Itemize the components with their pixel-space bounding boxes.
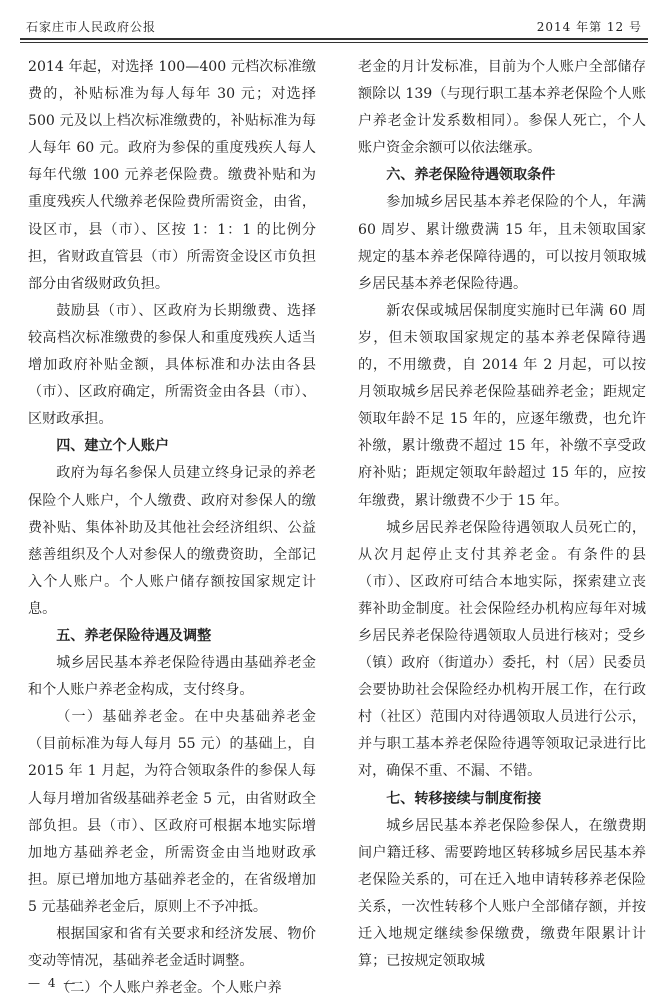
paragraph: 政府为每名参保人员建立终身记录的养老保险个人账户，个人缴费、政府对参保人的缴费补贴、集体补助及其他社会经济组织、公益慈善组织及个人对参保人的缴费资助，全部记入个人账户。个人账户储存额按国家规定计息。 bbox=[28, 465, 316, 617]
section-heading: 七、转移接续与制度衔接 bbox=[386, 790, 542, 807]
paragraph: 根据国家和省有关要求和经济发展、物价变动等情况，基础养老金适时调整。 bbox=[28, 926, 316, 970]
paragraph: 鼓励县（市）、区政府为长期缴费、选择较高档次标准缴费的参保人和重度残疾人适当增加政府补贴金额，具体标准和办法由各县（市）、区政府确定，所需资金由各县（市）、区财政承担。 bbox=[28, 302, 316, 428]
paragraph: 参加城乡居民基本养老保险的个人，年满 60 周岁、累计缴费满 15 年，且未领取国家规定的基本养老保障待遇的，可以按月领取城乡居民基本养老保险待遇。 bbox=[358, 194, 646, 292]
paragraph: （二）个人账户养老金。个人账户养 bbox=[56, 980, 282, 997]
paragraph: （一）基础养老金。在中央基础养老金（目前标准为每人每月 55 元）的基础上，自 2015 年 1 月起，为符合领取条件的参保人每人每月增加省级基础养老金 5 元，由省财政全部负担。县（市）、区政府可根据本地实际增加地方基础养老金，所需资金由当地财政承担。原已增加地方基础养老金的，在省级增加 5 元基础养老金后，原则上不予冲抵。 bbox=[28, 709, 316, 915]
paragraph: 新农保或城居保制度实施时已年满 60 周岁，但未领取国家规定的基本养老保障待遇的，不用缴费，自 2014 年 2 月起，可以按月领取城乡居民养老保险基础养老金；距规定领取年龄不足 15 年的，应逐年缴费，也允许补缴，累计缴费不超过 15 年，补缴不享受政府补贴；距规定领取年龄超过 15 年的，应按年缴费，累计缴费不少于 15 年。 bbox=[358, 302, 646, 509]
paragraph: 城乡居民基本养老保险参保人，在缴费期间户籍迁移、需要跨地区转移城乡居民基本养老保险关系的，可在迁入地申请转移养老保险关系，一次性转移个人账户全部储存额，并按迁入地规定继续参保缴费，缴费年限累计计算；已按规定领取城 bbox=[358, 817, 646, 970]
section-heading: 四、建立个人账户 bbox=[56, 438, 169, 455]
publication-title: 石家庄市人民政府公报 bbox=[26, 20, 157, 34]
paragraph: 城乡居民基本养老保险待遇由基础养老金和个人账户养老金构成，支付终身。 bbox=[28, 655, 316, 699]
left-column bbox=[28, 54, 316, 1002]
right-column bbox=[358, 54, 646, 975]
page-number: — 4 — bbox=[28, 976, 78, 990]
section-heading: 五、养老保险待遇及调整 bbox=[56, 627, 212, 644]
section-heading: 六、养老保险待遇领取条件 bbox=[386, 167, 556, 184]
issue-number: 2014 年第 12 号 bbox=[536, 20, 642, 34]
header-rule-thick bbox=[20, 38, 648, 40]
paragraph: 城乡居民养老保险待遇领取人员死亡的，从次月起停止支付其养老金。有条件的县（市）、区政府可结合本地实际，探索建立丧葬补助金制度。社会保险经办机构应每年对城乡居民养老保险待遇领取人员进行核对；受乡（镇）政府（街道办）委托，村（居）民委员会要协助社会保险经办机构开展工作，在行政村（社区）范围内对待遇领取人员进行公示，并与职工基本养老保险待遇等领取记录进行比对，确保不重、不漏、不错。 bbox=[358, 519, 646, 780]
page-header bbox=[20, 14, 648, 40]
paragraph: 2014 年起，对选择 100—400 元档次标准缴费的，补贴标准为每人每年 30 元；对选择 500 元及以上档次标准缴费的，补贴标准为每人每年 60 元。政府为参保的重度残疾人每人每年代缴 100 元养老保险费。缴费补贴和为重度残疾人代缴养老保险费所需资金，由省，设区市，县（市）、区按 1：1：1 的比例分担，省财政直管县（市）所需资金设区市负担部分由省级财政负担。 bbox=[28, 59, 316, 292]
header-rule-thin bbox=[20, 42, 648, 43]
paragraph: 老金的月计发标准，目前为个人账户全部储存额除以 139（与现行职工基本养老保险个人账户养老金计发系数相同）。参保人死亡，个人账户资金余额可以依法继承。 bbox=[358, 59, 646, 157]
